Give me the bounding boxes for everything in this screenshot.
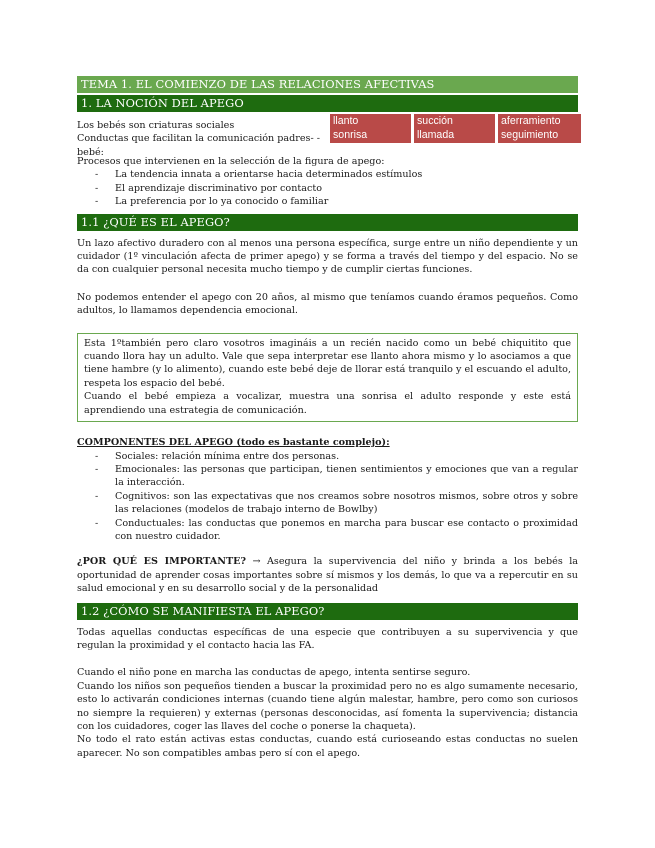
chapter-heading: TEMA 1. EL COMIENZO DE LAS RELACIONES AFECTIVAS bbox=[77, 76, 578, 93]
box-paragraph: Cuando el bebé empieza a vocalizar, muestra una sonrisa el adulto responde y este está aprendiendo una estrategia de comunicación. bbox=[84, 391, 571, 416]
tag-cell bbox=[330, 114, 411, 143]
componentes-list bbox=[77, 450, 578, 544]
componentes-title: COMPONENTES DEL APEGO (todo es bastante complejo): bbox=[77, 437, 390, 449]
tag-top: llanto bbox=[333, 115, 359, 127]
tag-cell bbox=[414, 114, 495, 143]
example-box bbox=[77, 333, 578, 422]
intro-block bbox=[77, 115, 578, 158]
tag-bottom: sonrisa bbox=[333, 129, 368, 141]
importante-label: ¿POR QUÉ ES IMPORTANTE? bbox=[77, 556, 247, 568]
list-item: - El aprendizaje discriminativo por contacto bbox=[99, 182, 578, 195]
tag-top: succión bbox=[417, 115, 453, 127]
box-paragraph: Esta 1ºtambién pero claro vosotros imagináis a un recién nacido como un bebé chiquitito que cuando llora hay un adulto. Vale que sepa interpretar ese llanto ahora mismo y lo asociamos a que tiene hambre (y lo alimento), cuando este bebé deje de llorar está tranquilo y el escuando el adulto, respeta los espacio del bebé. bbox=[84, 337, 571, 389]
behavior-tags bbox=[330, 114, 581, 143]
section-heading-que-es: 1.1 ¿QUÉ ES EL APEGO? bbox=[77, 214, 578, 231]
tag-top: aferramiento bbox=[501, 115, 561, 127]
tag-bottom: seguimiento bbox=[501, 129, 559, 141]
procesos-list bbox=[77, 168, 578, 208]
intro-line-2: Conductas que facilitan la comunicación padres- -bebé: bbox=[77, 133, 321, 158]
list-item: - La preferencia por lo ya conocido o familiar bbox=[99, 195, 578, 208]
tag-bottom: llamada bbox=[417, 129, 455, 141]
procesos-title: Procesos que intervienen en la selección de la figura de apego: bbox=[77, 156, 385, 167]
importante-text: → Asegura la supervivencia del niño y brinda a los bebés la oportunidad de aprender cosas importantes sobre sí mismos y los demás, lo que va a repercutir en su salud emocional y en su desarrollo social y de la personalidad bbox=[77, 556, 578, 595]
paragraph: Un lazo afectivo duradero con al menos una persona específica, surge entre un niño dependiente y un cuidador (1º vinculación afecta de primer apego) y se forma a través del tiempo y del espacio. No se da con cualquier personal necesita mucho tiempo y de cumplir ciertas funciones. bbox=[77, 237, 578, 276]
section-heading-nocion: 1. LA NOCIÓN DEL APEGO bbox=[77, 95, 578, 112]
paragraph: Todas aquellas conductas específicas de una especie que contribuyen a su supervivencia y que regulan la proximidad y el contacto hacia las FA. bbox=[77, 626, 578, 651]
paragraph: Cuando el niño pone en marcha las conductas de apego, intenta sentirse seguro. bbox=[77, 667, 471, 679]
paragraph: No todo el rato están activas estas conductas, cuando está curioseando estas conductas no suelen aparecer. No son compatibles ambas pero sí con el apego. bbox=[77, 734, 578, 759]
list-item: - Conductuales: las conductas que ponemos en marcha para buscar ese contacto o proximidad con nuestro cuidador. bbox=[99, 517, 578, 544]
section-heading-manifiesta: 1.2 ¿CÓMO SE MANIFIESTA EL APEGO? bbox=[77, 603, 578, 620]
list-item: - Sociales: relación mínima entre dos personas. bbox=[99, 450, 578, 463]
tag-cell bbox=[498, 114, 581, 143]
intro-line-1: Los bebés son criaturas sociales bbox=[77, 120, 235, 131]
list-item: - La tendencia innata a orientarse hacia determinados estímulos bbox=[99, 168, 578, 181]
paragraph: No podemos entender el apego con 20 años, al mismo que teníamos cuando éramos pequeños. Como adultos, lo llamamos dependencia emocional. bbox=[77, 291, 578, 317]
importante-paragraph bbox=[77, 555, 578, 595]
intro-text bbox=[77, 119, 327, 159]
paragraph: Cuando los niños son pequeños tienden a buscar la proximidad pero no es algo sumamente necesario, esto lo activarán condiciones internas (cuando tiene algún malestar, hambre, pero como son curiosos no siempre la requieren) y externas (personas desconocidas, así fomenta la supervivencia; distancia con los cuidadores, coger las llaves del coche o ponerse la chaqueta). bbox=[77, 680, 578, 732]
list-item: - Emocionales: las personas que participan, tienen sentimientos y emociones que van a regular la interacción. bbox=[99, 463, 578, 490]
document-page bbox=[77, 76, 578, 760]
list-item: - Cognitivos: son las expectativas que nos creamos sobre nosotros mismos, sobre otros y sobre las relaciones (modelos de trabajo interno de Bowlby) bbox=[99, 490, 578, 517]
